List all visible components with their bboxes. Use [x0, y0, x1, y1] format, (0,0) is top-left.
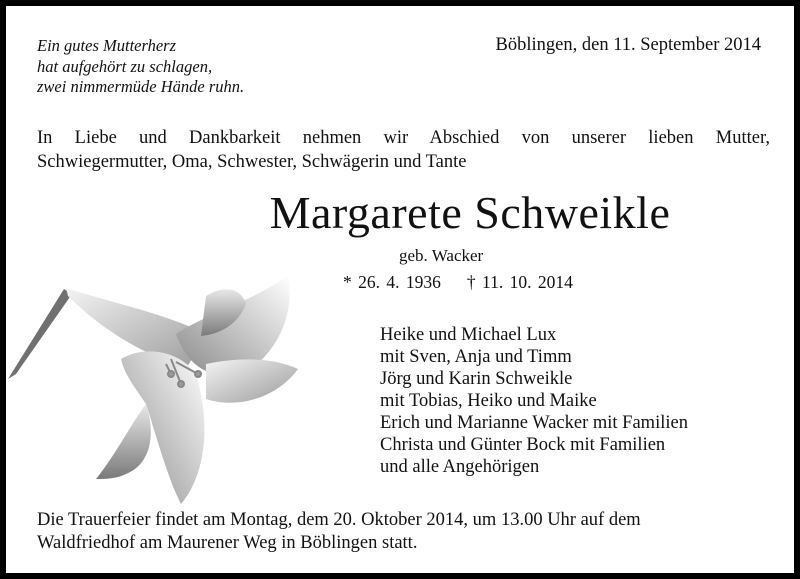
family-list — [380, 324, 688, 478]
poem-line: Ein gutes Mutterherz — [37, 36, 177, 55]
birth-date: * 26. 4. 1936 — [343, 272, 441, 292]
service-line: Die Trauerfeier findet am Montag, dem 20. Oktober 2014, um 13.00 Uhr auf dem — [37, 510, 641, 530]
family-line: Erich und Marianne Wacker mit Familien — [380, 413, 688, 433]
lily-flower-icon — [6, 274, 306, 509]
family-line: Jörg und Karin Schweikle — [380, 369, 573, 389]
poem-line: hat aufgehört zu schlagen, — [37, 56, 213, 76]
life-dates — [343, 272, 573, 293]
poem — [37, 36, 244, 98]
intro-line: Schwiegermutter, Oma, Schwester, Schwägerin und Tante — [37, 152, 467, 172]
family-line: mit Tobias, Heiko und Maike — [380, 391, 597, 411]
family-line: Heike und Michael Lux — [380, 325, 557, 345]
poem-line: zwei nimmermüde Hände ruhn. — [37, 77, 245, 96]
intro-line: In Liebe und Dankbarkeit nehmen wir Abschied von unserer lieben Mutter, — [37, 128, 770, 148]
family-line: mit Sven, Anja und Timm — [380, 347, 572, 367]
service-line: Waldfriedhof am Maurener Weg in Böblingen statt. — [37, 533, 418, 553]
deceased-name: Margarete Schweikle — [269, 187, 671, 238]
death-date: † 11. 10. 2014 — [466, 272, 573, 292]
intro-text — [37, 126, 770, 174]
service-info — [37, 509, 641, 555]
place-date: Böblingen, den 11. September 2014 — [495, 35, 761, 55]
maiden-name: geb. Wacker — [399, 246, 484, 265]
family-line: Christa und Günter Bock mit Familien — [380, 435, 666, 455]
family-line: und alle Angehörigen — [380, 457, 540, 477]
